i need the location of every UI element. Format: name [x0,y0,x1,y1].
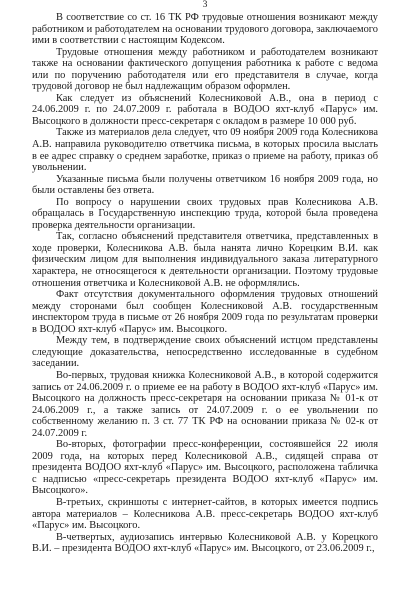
paragraph-11: Во-вторых, фотографии пресс-конференции, состоявшейся 22 июля 2009 года, на которых перед Колесниковой А.В., сидящей справа от президента ВОДОО яхт-клуб «Парус» им. Высоцкого, расположена табличка с надписью «пресс-секретарь президента ВОДОО яхт-клуб «Парус» им. Высоцкого». [32,439,378,497]
paragraph-4: Также из материалов дела следует, что 09 ноября 2009 года Колесникова А.В. направила руководителю ответчика письма, в которых просила выслать в ее адрес справку о среднем заработке, приказ о приеме на работу, приказ об увольнении. [32,127,378,174]
paragraph-7: Так, согласно объяснений представителя ответчика, представленных в ходе проверки, Колесникова А.В. была нанята лично Корецким В.И. как физическим лицом для выполнения индивидуального заказа литературного характера, не относящегося к деятельности организации. Поэтому трудовые отношения ответчика и Колесниковой А.В. не оформлялись. [32,231,378,289]
page-number: 3 [202,0,208,10]
paragraph-9: Между тем, в подтверждение своих объяснений истцом представлены следующие доказательства, непосредственно исследованные в судебном заседании. [32,335,378,370]
paragraph-3: Как следует из объяснений Колесниковой А.В., она в период с 24.06.2009 г. по 24.07.2009 г. работала в ВОДОО яхт-клуб «Парус» им. Высоцкого в должности пресс-секретаря с окладом в размере 10 000 руб. [32,92,378,127]
paragraph-1: В соответствие со ст. 16 ТК РФ трудовые отношения возникают между работником и работодателем на основании трудового договора, заключаемого ими в соответствии с настоящим Кодексом. [32,12,378,47]
paragraph-2: Трудовые отношения между работником и работодателем возникают также на основании фактического допущения работника к работе с ведома или по поручению работодателя или его представителя в случае, когда трудовой договор не был надлежащим образом оформлен. [32,46,378,93]
paragraph-8: Факт отсутствия документального оформления трудовых отношений между сторонами был сообщен Колесниковой А.В. государственным инспектором труда в письме от 26 ноября 2009 года по результатам проверки в ВОДОО яхт-клуб «Парус» им. Высоцкого. [32,289,378,335]
paragraph-12: В-третьих, скриншоты с интернет-сайтов, в которых имеется подпись автора материалов – Колесникова А.В. пресс-секретарь ВОДОО яхт-клуб «Парус» им. Высоцкого. [32,496,378,532]
document-body [32,12,378,555]
paragraph-6: По вопросу о нарушении своих трудовых прав Колесникова А.В. обращалась в Государственную инспекцию труда, которой была проведена проверка деятельности организации. [32,196,378,231]
paragraph-10: Во-первых, трудовая книжка Колесниковой А.В., в которой содержится запись от 24.06.2009 г. о приеме ее на работу в ВОДОО яхт-клуб «Парус» им. Высоцкого на должность пресс-секретаря на основании приказа № 01-к от 24.06.2009 г., а также запись от 24.07.2009 г. о ее увольнении по собственному желанию п. 3 ст. 77 ТК РФ на основании приказа № 02-к от 24.07.2009 г. [32,369,378,439]
paragraph-13: В-четвертых, аудиозапись интервью Колесниковой А.В. у Корецкого В.И. – президента ВОДОО яхт-клуб «Парус» им. Высоцкого, от 23.06.2009 г., [32,531,378,555]
paragraph-5: Указанные письма были получены ответчиком 16 ноября 2009 года, но были оставлены без ответа. [32,173,378,197]
